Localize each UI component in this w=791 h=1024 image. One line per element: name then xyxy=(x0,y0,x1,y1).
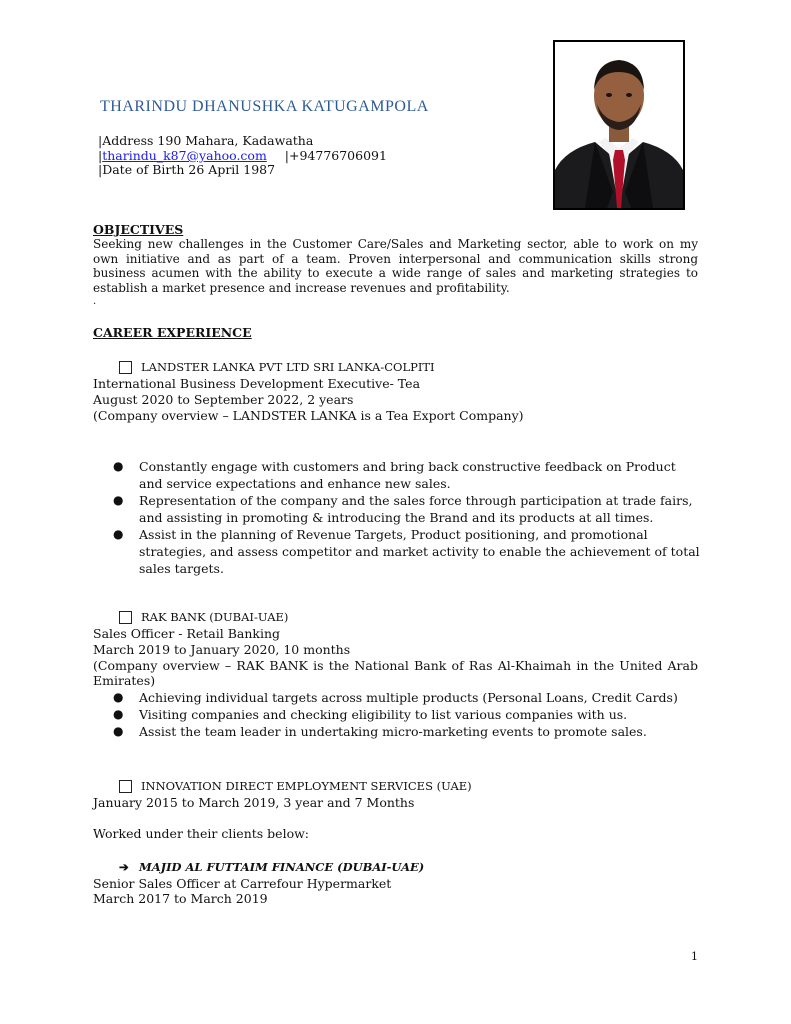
bullet-icon: ● xyxy=(113,493,124,507)
job-overview-2: (Company overview – RAK BANK is the National Bank of Ras Al-Khaimah in the United Arab Emirates) xyxy=(93,658,698,688)
company-name: LANDSTER LANKA PVT LTD SRI LANKA-COLPITI xyxy=(141,360,435,374)
list-item: ● Constantly engage with customers and bring back constructive feedback on Product and service expectations and enhance new sales. xyxy=(113,459,676,491)
career-heading: CAREER EXPERIENCE xyxy=(93,325,252,340)
bullet-icon: ● xyxy=(113,459,124,473)
objectives-trailing: . xyxy=(93,296,97,307)
address-line: |Address 190 Mahara, Kadawatha xyxy=(98,133,314,148)
list-item: ● Assist in the planning of Revenue Targets, Product positioning, and promotional strategies, and assess competitor and market activity to enable the achievement of total sales targets. xyxy=(113,527,700,576)
list-item: ● Representation of the company and the sales force through participation at trade fairs, and assisting in promoting & introducing the Brand and its products at all times. xyxy=(113,493,693,525)
list-item: ● Assist the team leader in undertaking micro-marketing events to promote sales. xyxy=(113,724,647,739)
bullet-icon: ● xyxy=(113,724,124,738)
job-period-2: March 2019 to January 2020, 10 months xyxy=(93,642,351,657)
portrait-image xyxy=(555,42,683,208)
list-item: ● Visiting companies and checking eligibility to list various companies with us. xyxy=(113,707,628,722)
company-name: RAK BANK (DUBAI-UAE) xyxy=(141,610,289,624)
job-company-1 xyxy=(119,360,435,374)
job-company-3 xyxy=(119,779,472,793)
phone-number: |+94776706091 xyxy=(284,148,387,163)
contact-line xyxy=(98,149,387,163)
list-item: ● Achieving individual targets across multiple products (Personal Loans, Credit Cards) xyxy=(113,690,678,705)
objectives-text: Seeking new challenges in the Customer Care/Sales and Marketing sector, able to work on my own initiative and as part of a team. Proven interpersonal and communication skills strong business acumen with the ability to execute a wide range of sales and marketing strategies to establish a market presence and increase revenues and profitability. xyxy=(93,237,698,295)
email-link[interactable]: tharindu_k87@yahoo.com xyxy=(102,148,267,163)
checkbox-icon xyxy=(119,611,132,624)
job-bullets-2 xyxy=(113,689,703,740)
bullet-icon: ● xyxy=(113,707,124,721)
job-company-2 xyxy=(119,610,288,624)
candidate-name: THARINDU DHANUSHKA KATUGAMPOLA xyxy=(100,98,429,115)
job-overview-1: (Company overview – LANDSTER LANKA is a Tea Export Company) xyxy=(93,408,524,423)
dob-line: |Date of Birth 26 April 1987 xyxy=(98,162,276,177)
arrow-right-icon: ➔ xyxy=(119,860,129,874)
job-title-1: International Business Development Executive- Tea xyxy=(93,376,421,391)
page-number: 1 xyxy=(691,950,698,963)
objectives-heading: OBJECTIVES xyxy=(93,222,184,237)
job-bullets-1 xyxy=(113,458,703,577)
profile-photo xyxy=(553,40,685,210)
company-name: INNOVATION DIRECT EMPLOYMENT SERVICES (UAE) xyxy=(141,779,472,793)
checkbox-icon xyxy=(119,780,132,793)
client-name: ➔ MAJID AL FUTTAIM FINANCE (DUBAI-UAE) xyxy=(119,860,425,874)
checkbox-icon xyxy=(119,361,132,374)
client-title: Senior Sales Officer at Carrefour Hypermarket xyxy=(93,876,392,891)
bullet-icon: ● xyxy=(113,690,124,704)
job-period-1: August 2020 to September 2022, 2 years xyxy=(93,392,354,407)
client-period: March 2017 to March 2019 xyxy=(93,891,268,906)
bullet-icon: ● xyxy=(113,527,124,541)
job-title-2: Sales Officer - Retail Banking xyxy=(93,626,281,641)
job-note-3: Worked under their clients below: xyxy=(93,826,310,841)
job-period-3: January 2015 to March 2019, 3 year and 7 Months xyxy=(93,795,415,810)
email-prefix: | xyxy=(98,148,103,163)
